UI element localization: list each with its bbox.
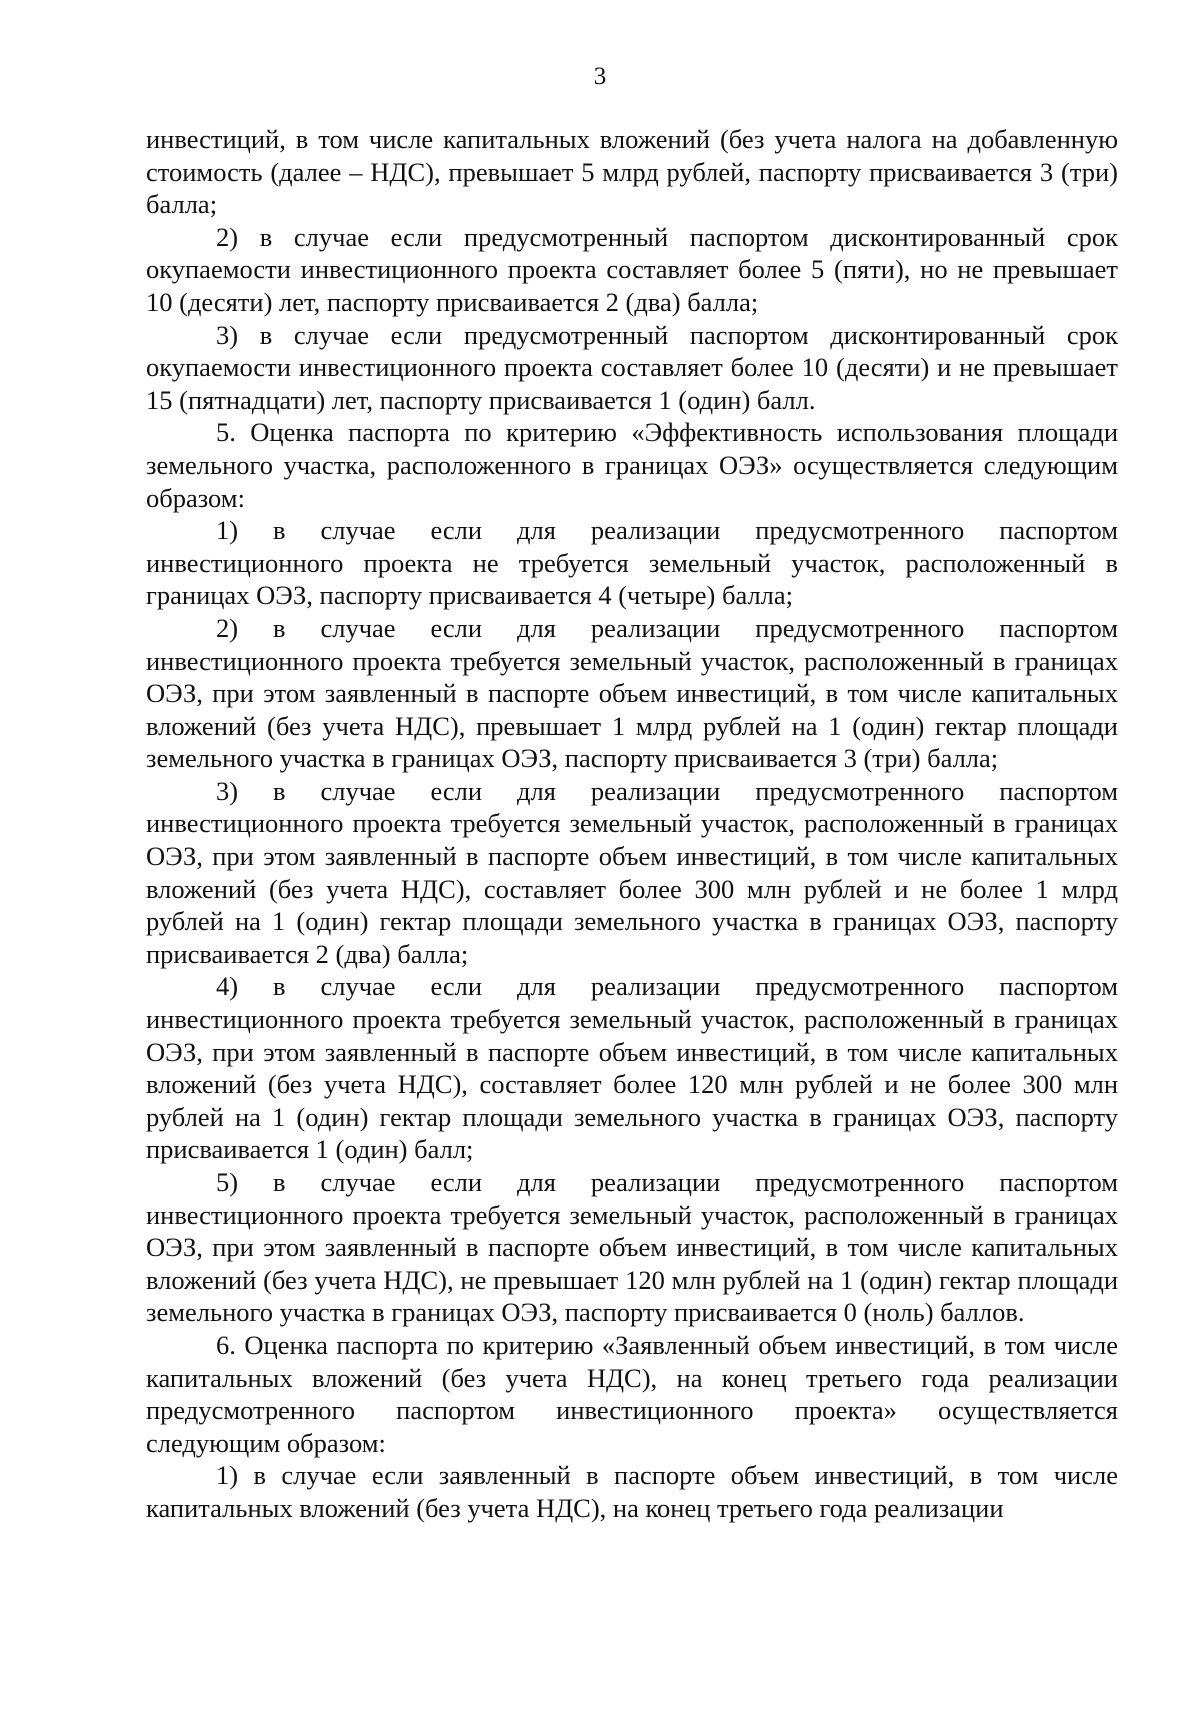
paragraph-section-5-item-5: 5) в случае если для реализации предусмотренного паспортом инвестиционного проекта требуется земельный участок, расположенный в границах ОЭЗ, при этом заявленный в паспорте объем инвестиций, в том числе капитальных вложений (без учета НДС), не превышает 120 млн рублей на 1 (один) гектар площади земельного участка в границах ОЭЗ, паспорту присваивается 0 (ноль) баллов. <box>146 1167 1118 1328</box>
paragraph-item-3-payback: 3) в случае если предусмотренный паспортом дисконтированный срок окупаемости инвестиционного проекта составляет более 10 (десяти) и не превышает 15 (пятнадцати) лет, паспорту присваивается 1 (один) балл. <box>146 319 1118 415</box>
paragraph-section-6-item-1: 1) в случае если заявленный в паспорте объем инвестиций, в том числе капитальных вложений (без учета НДС), на конец третьего года реализации <box>146 1460 1118 1523</box>
paragraph-section-5-item-3: 3) в случае если для реализации предусмотренного паспортом инвестиционного проекта требуется земельный участок, расположенный в границах ОЭЗ, при этом заявленный в паспорте объем инвестиций, в том числе капитальных вложений (без учета НДС), составляет более 300 млн рублей и не более 1 млрд рублей на 1 (один) гектар площади земельного участка в границах ОЭЗ, паспорту присваивается 2 (два) балла; <box>146 775 1118 969</box>
paragraph-item-2-payback: 2) в случае если предусмотренный паспортом дисконтированный срок окупаемости инвестиционного проекта составляет более 5 (пяти), но не превышает 10 (десяти) лет, паспорту присваивается 2 (два) балла; <box>146 221 1118 317</box>
paragraph-section-5: 5. Оценка паспорта по критерию «Эффективность использования площади земельного участка, расположенного в границах ОЭЗ» осуществляется следующим образом: <box>146 417 1118 513</box>
page-number: 3 <box>593 63 607 90</box>
paragraph-section-5-item-4: 4) в случае если для реализации предусмотренного паспортом инвестиционного проекта требуется земельный участок, расположенный в границах ОЭЗ, при этом заявленный в паспорте объем инвестиций, в том числе капитальных вложений (без учета НДС), составляет более 120 млн рублей и не более 300 млн рублей на 1 (один) гектар площади земельного участка в границах ОЭЗ, паспорту присваивается 1 (один) балл; <box>146 971 1118 1165</box>
paragraph-continuation: инвестиций, в том числе капитальных вложений (без учета налога на добавленную стоимость (далее – НДС), превышает 5 млрд рублей, паспорту присваивается 3 (три) балла; <box>146 124 1118 220</box>
paragraph-section-5-item-1: 1) в случае если для реализации предусмотренного паспортом инвестиционного проекта не требуется земельный участок, расположенный в границах ОЭЗ, паспорту присваивается 4 (четыре) балла; <box>146 515 1118 611</box>
paragraph-section-6: 6. Оценка паспорта по критерию «Заявленный объем инвестиций, в том числе капитальных вложений (без учета НДС), на конец третьего года реализации предусмотренного паспортом инвестиционного проекта» осуществляется следующим образом: <box>146 1329 1118 1458</box>
document-body <box>146 123 1118 1525</box>
paragraph-section-5-item-2: 2) в случае если для реализации предусмотренного паспортом инвестиционного проекта требуется земельный участок, расположенный в границах ОЭЗ, при этом заявленный в паспорте объем инвестиций, в том числе капитальных вложений (без учета НДС), превышает 1 млрд рублей на 1 (один) гектар площади земельного участка в границах ОЭЗ, паспорту присваивается 3 (три) балла; <box>146 612 1118 774</box>
